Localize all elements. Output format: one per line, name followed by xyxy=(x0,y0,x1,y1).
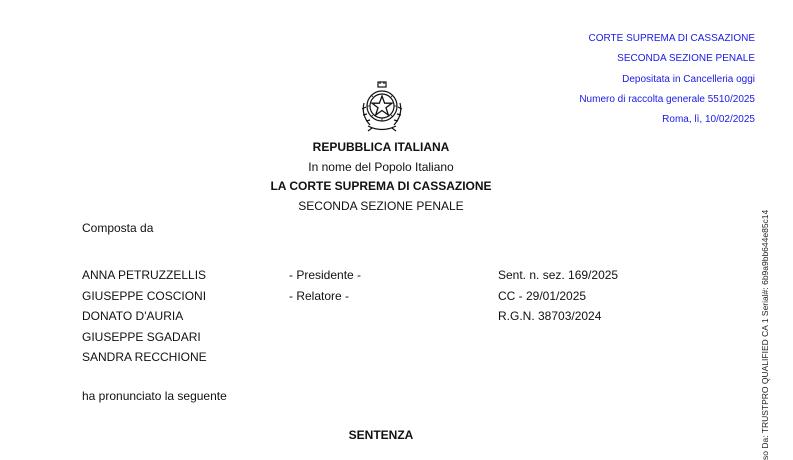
filing-stamp xyxy=(475,29,755,130)
stamp-date: Roma, lì, 10/02/2025 xyxy=(662,114,755,126)
general-register-number: R.G.N. 38703/2024 xyxy=(498,309,602,323)
sentence-number: Sent. n. sez. 169/2025 xyxy=(498,268,619,282)
italian-republic-emblem-icon xyxy=(356,81,408,133)
people-line: In nome del Popolo Italiano xyxy=(308,159,454,174)
stamp-court: CORTE SUPREMA DI CASSAZIONE xyxy=(588,33,755,44)
sentence-title: SENTENZA xyxy=(348,428,414,442)
judges-list xyxy=(82,265,207,368)
role-president: - Presidente - xyxy=(289,268,362,282)
judge-roles xyxy=(289,265,361,306)
stamp-register-number: Numero di raccolta generale 5510/2025 xyxy=(579,93,755,105)
judge-name: SANDRA RECCHIONE xyxy=(82,350,207,364)
stamp-section: SECONDA SEZIONE PENALE xyxy=(617,53,755,65)
judge-name: GIUSEPPE SGADARI xyxy=(82,329,201,344)
stamp-deposit: Depositata in Cancelleria oggi xyxy=(622,73,755,85)
section-name: SECONDA SEZIONE PENALE xyxy=(298,198,464,213)
judge-name: ANNA PETRUZZELLIS xyxy=(82,268,207,282)
court-name: LA CORTE SUPREMA DI CASSAZIONE xyxy=(270,179,492,193)
hearing-date: CC - 29/01/2025 xyxy=(498,288,587,303)
judge-name: DONATO D'AURIA xyxy=(82,309,184,323)
case-info xyxy=(498,265,618,327)
composed-by-label: Composta da xyxy=(82,221,154,235)
court-header xyxy=(231,138,531,216)
role-rapporteur: - Relatore - xyxy=(289,288,350,303)
judge-name: GIUSEPPE COSCIONI xyxy=(82,288,207,303)
republic-heading: REPUBBLICA ITALIANA xyxy=(312,140,450,154)
pronounced-line: ha pronunciato la seguente xyxy=(82,389,227,403)
digital-signature-strip: so Da: TRUSTPRO QUALIFIED CA 1 Serial#: 6b9a9bb644e85c14 xyxy=(760,209,770,460)
